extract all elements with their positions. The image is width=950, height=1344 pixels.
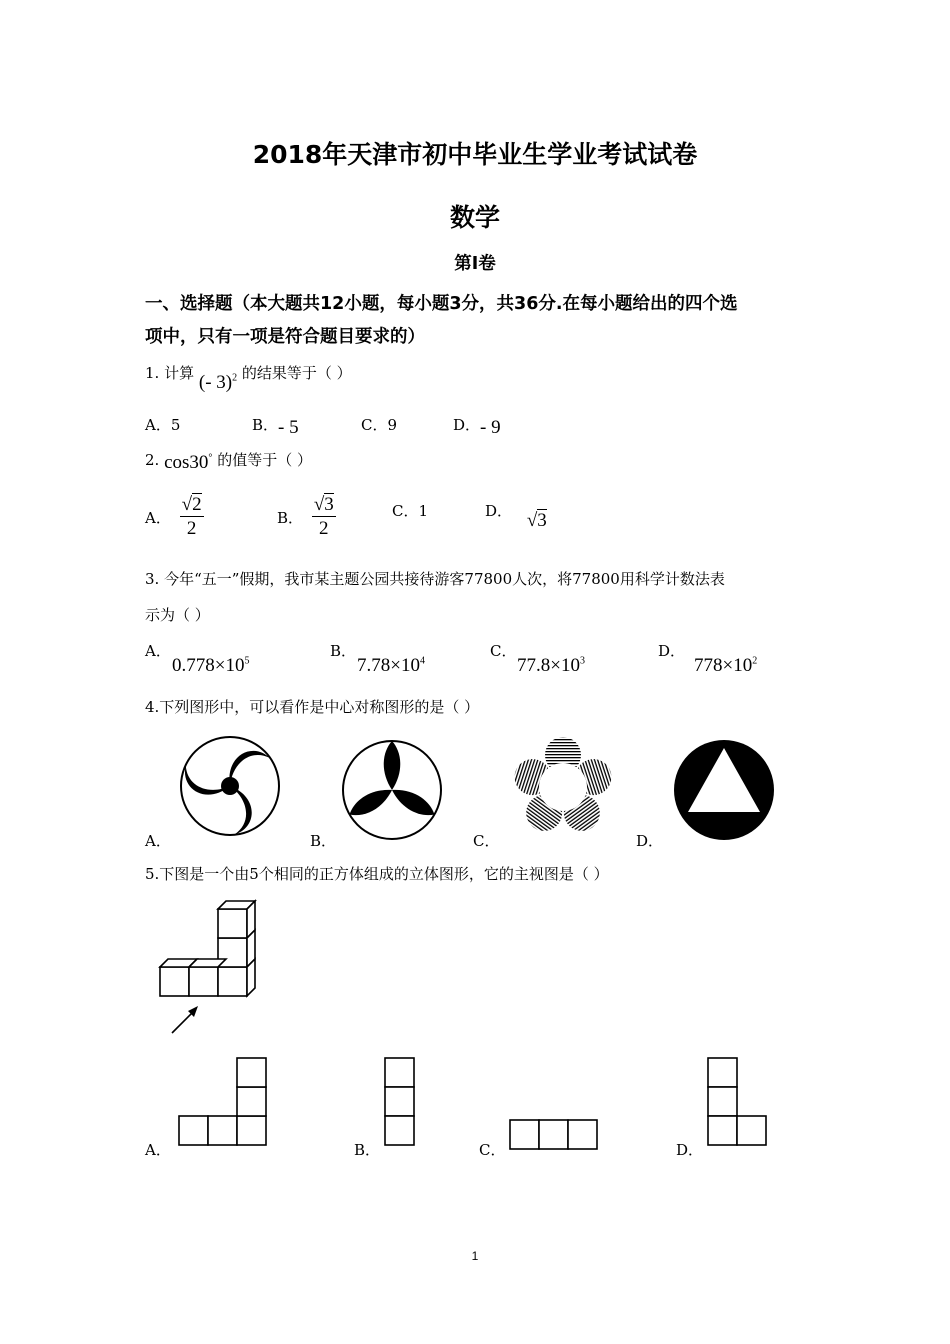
q2-option-c[interactable] (392, 500, 428, 521)
option-value: 3 (537, 510, 547, 531)
option-label: D． (453, 416, 481, 434)
section-line-1: 一、选择题（本大题共12小题，每小题3分，共36分.在每小题给出的四个选 (145, 294, 738, 314)
option-value: $778\times 10^2$ (694, 655, 758, 676)
q4-figure-d-triangle (672, 738, 776, 842)
option-label: B． (330, 642, 357, 660)
option-label: D． (485, 502, 513, 520)
frac-num: 2 (192, 494, 202, 515)
q2-option-d[interactable] (485, 500, 547, 531)
q3-option-c[interactable] (490, 640, 585, 683)
option-value: $7.78\times 10^4$ (357, 655, 425, 676)
option-value: $77.8\times 10^3$ (517, 655, 585, 676)
q4-option-a[interactable]: A． (145, 832, 171, 850)
q4-option-b[interactable]: B． (310, 832, 337, 850)
q5-view-a (177, 1054, 269, 1148)
question-5: 5.下图是一个由5个相同的正方体组成的立体图形，它的主视图是（ ） (145, 865, 609, 883)
q2-expr-degree: ° (208, 452, 213, 464)
q4-figure-b-petals (340, 738, 444, 842)
option-value: - 5 (278, 417, 299, 438)
q5-view-b (383, 1054, 417, 1148)
q2-expr-text: cos30 (164, 452, 209, 473)
q2-suffix: 的值等于（ ） (217, 451, 312, 469)
option-label: A． (145, 509, 171, 527)
q2-expr (164, 452, 212, 473)
question-4: 4.下列图形中，可以看作是中心对称图形的是（ ） (145, 698, 480, 716)
q2-option-a[interactable] (145, 494, 204, 541)
option-value: 5 (170, 416, 181, 434)
option-value: 1 (418, 502, 429, 520)
q3-option-b[interactable] (330, 640, 425, 683)
sqrt3-expr (527, 510, 547, 531)
option-value: 9 (387, 416, 398, 434)
q3-option-d[interactable] (658, 640, 757, 683)
q1-prefix: 1. 计算 (145, 364, 195, 382)
q1-suffix: 的结果等于（ ） (241, 364, 352, 382)
question-1 (145, 362, 352, 393)
sqrt-icon: √ (313, 494, 325, 515)
q2-option-b[interactable] (277, 494, 336, 541)
q4-option-c[interactable]: C． (473, 832, 500, 850)
subject-title: 数学 (449, 203, 500, 232)
q1-option-a[interactable] (145, 414, 180, 435)
q4-option-d[interactable]: D． (636, 832, 664, 850)
option-label: B． (252, 416, 279, 434)
q4-figure-a-triskelion (178, 734, 282, 838)
q5-option-a[interactable]: A． (145, 1141, 171, 1159)
frac-den: 2 (319, 518, 329, 539)
q5-option-c[interactable]: C． (479, 1141, 506, 1159)
sqrt-icon: √ (181, 494, 193, 515)
q1-expr-base: (- 3) (198, 372, 233, 393)
section-line-2: 项中，只有一项是符合题目要求的） (145, 327, 425, 347)
q5-view-d (706, 1054, 770, 1148)
exam-title: 2018年天津市初中毕业生学业考试试卷 (252, 140, 698, 169)
q5-option-d[interactable]: D． (676, 1141, 704, 1159)
option-label: C． (361, 416, 388, 434)
option-value: - 9 (480, 417, 501, 438)
q1-expr (199, 372, 237, 393)
q5-view-c (508, 1117, 600, 1153)
option-label: A． (145, 642, 171, 660)
option-label: B． (277, 509, 304, 527)
option-label: C． (490, 642, 517, 660)
volume-title: 第Ⅰ卷 (454, 254, 496, 274)
q5-solid-figure (150, 893, 270, 1038)
q1-option-d[interactable] (453, 414, 501, 436)
fraction-sqrt3-over-2 (312, 494, 336, 541)
option-label: A． (145, 416, 171, 434)
question-2 (145, 449, 312, 471)
page-number: 1 (471, 1249, 479, 1263)
q3-option-a[interactable] (145, 640, 249, 683)
sqrt-icon: √ (526, 510, 538, 531)
frac-num: 3 (324, 494, 334, 515)
q1-option-b[interactable] (252, 414, 299, 436)
q4-figure-c-flower (505, 735, 621, 839)
q3-line-2: 示为（ ） (145, 606, 210, 624)
option-label: D． (658, 642, 686, 660)
frac-den: 2 (186, 518, 197, 539)
q1-option-c[interactable] (361, 414, 397, 435)
fraction-sqrt2-over-2 (180, 494, 204, 541)
q3-line-1: 3. 今年“五一”假期，我市某主题公园共接待游客77800人次，将77800用科学计数法表 (145, 570, 725, 588)
option-value: $0.778\times 10^5$ (172, 655, 250, 676)
q5-option-b[interactable]: B． (354, 1141, 381, 1159)
option-label: C． (392, 502, 419, 520)
q1-expr-exp: 2 (232, 372, 238, 384)
q2-prefix: 2. (145, 451, 160, 469)
